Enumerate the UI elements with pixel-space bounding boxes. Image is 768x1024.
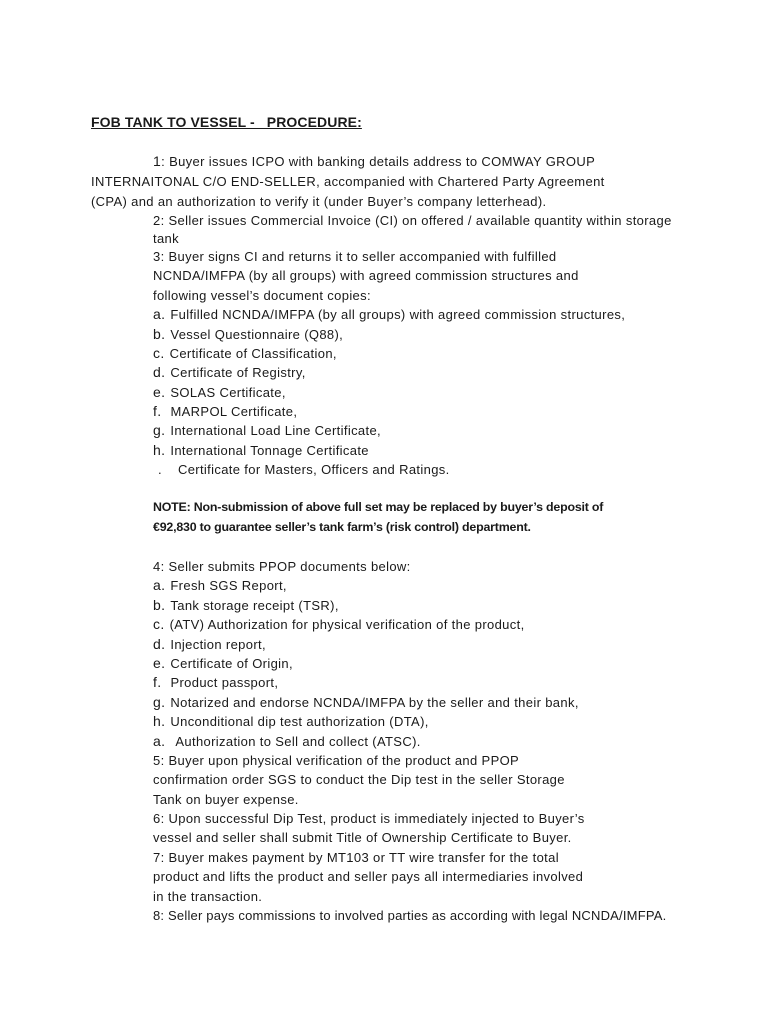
list-item: g. International Load Line Certificate, [153,422,382,438]
list-item: c. (ATV) Authorization for physical verification of the product, [153,616,525,632]
list-item: b. Tank storage receipt (TSR), [153,597,339,613]
list-item: h. Unconditional dip test authorization (DTA), [153,713,429,729]
list-item: d. Injection report, [153,636,266,652]
step1-line1: 1: Buyer issues ICPO with banking details address to COMWAY GROUP [153,153,596,169]
step2-line1: 2: Seller issues Commercial Invoice (CI) on offered / available quantity within storage [153,213,672,228]
list-item: g. Notarized and endorse NCNDA/IMFPA by the seller and their bank, [153,694,579,710]
step4-line1: 4: Seller submits PPOP documents below: [153,559,411,574]
step1-number: 1 [153,153,162,169]
step3-line3: following vessel’s document copies: [153,288,371,303]
list-item: c. Certificate of Classification, [153,345,337,361]
list-item: . Certificate for Masters, Officers and Ratings. [158,462,450,477]
list-item: f. MARPOL Certificate, [153,403,298,419]
step5-line2: confirmation order SGS to conduct the Dip test in the seller Storage [153,772,565,787]
list-item: a. Fulfilled NCNDA/IMFPA (by all groups) with agreed commission structures, [153,306,626,322]
list-item: b. Vessel Questionnaire (Q88), [153,326,344,342]
step6-line2: vessel and seller shall submit Title of Ownership Certificate to Buyer. [153,830,572,845]
step7-line2: product and lifts the product and seller pays all intermediaries involved [153,869,584,884]
list-item: e. SOLAS Certificate, [153,384,286,400]
list-item: a. Fresh SGS Report, [153,577,287,593]
step5-line3: Tank on buyer expense. [153,792,299,807]
list-item: e. Certificate of Origin, [153,655,293,671]
page-title: FOB TANK TO VESSEL - PROCEDURE: [91,114,362,130]
step7-line1: 7: Buyer makes payment by MT103 or TT wire transfer for the total [153,850,559,865]
step2-line2: tank [153,231,179,246]
note-line1: NOTE: Non-submission of above full set may be replaced by buyer’s deposit of [153,500,604,514]
step7-line3: in the transaction. [153,889,263,904]
step3-line2: NCNDA/IMFPA (by all groups) with agreed commission structures and [153,268,579,283]
step1-line3: (CPA) and an authorization to verify it (under Buyer’s company letterhead). [91,194,547,209]
step5-line1: 5: Buyer upon physical verification of the product and PPOP [153,753,520,768]
list-item: a. Authorization to Sell and collect (ATSC). [153,733,421,749]
step1-line2: INTERNAITONAL C/O END-SELLER, accompanied with Chartered Party Agreement [91,174,605,189]
step8-line1: 8: Seller pays commissions to involved parties as according with legal NCNDA/IMFPA. [153,908,667,923]
step3-line1: 3: Buyer signs CI and returns it to seller accompanied with fulfilled [153,249,557,264]
list-item: h. International Tonnage Certificate [153,442,369,458]
list-item: f. Product passport, [153,674,279,690]
step6-line1: 6: Upon successful Dip Test, product is immediately injected to Buyer’s [153,811,585,826]
list-item: d. Certificate of Registry, [153,364,306,380]
note-line2: €92,830 to guarantee seller’s tank farm’s (risk control) department. [153,520,531,534]
